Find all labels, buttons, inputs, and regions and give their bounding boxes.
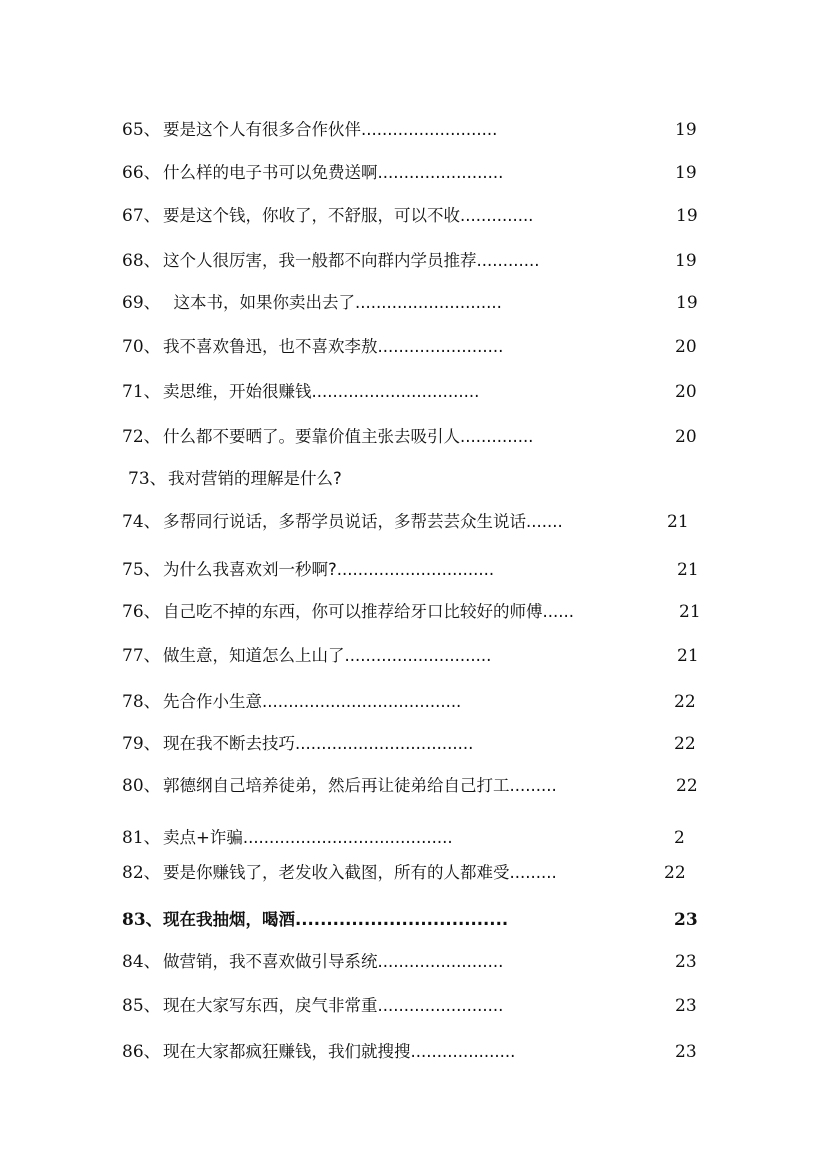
entry-title: 自己吃不掉的东西，你可以推荐给牙口比较好的师傅...... <box>163 602 574 621</box>
toc-entry-69[interactable] <box>0 288 827 318</box>
toc-entry-66[interactable] <box>0 158 827 188</box>
entry-page: 19 <box>675 120 697 140</box>
entry-number: 78、 <box>122 692 161 712</box>
entry-title: 这个人很厉害，我一般都不向群内学员推荐............ <box>163 251 540 270</box>
entry-title: 什么都不要晒了。要靠价值主张去吸引人.............. <box>163 427 534 446</box>
entry-page: 19 <box>676 206 698 226</box>
toc-entry-82[interactable] <box>0 858 827 888</box>
toc-entry-86[interactable] <box>0 1037 827 1067</box>
entry-title: 郭德纲自己培养徒弟，然后再让徒弟给自己打工......... <box>163 776 557 795</box>
entry-title: 要是这个钱，你收了，不舒服，可以不收.............. <box>163 206 534 225</box>
entry-number: 76、 <box>122 602 161 622</box>
entry-title: 现在我不断去技巧.................................. <box>163 734 474 753</box>
toc-entry-80[interactable] <box>0 771 827 801</box>
toc-entry-65[interactable] <box>0 115 827 145</box>
toc-entry-83[interactable] <box>0 905 827 935</box>
entry-title: 要是这个人有很多合作伙伴.......................... <box>163 120 498 139</box>
toc-entry-68[interactable] <box>0 246 827 276</box>
entry-number: 82、 <box>122 863 161 883</box>
entry-page: 19 <box>675 163 697 183</box>
entry-title: 要是你赚钱了，老发收入截图，所有的人都难受......... <box>163 863 557 882</box>
entry-title: 做生意，知道怎么上山了............................ <box>163 646 492 665</box>
entry-number: 69、 <box>122 293 161 313</box>
entry-page: 20 <box>675 427 697 447</box>
entry-title: 现在我抽烟，喝酒.................................. <box>163 910 509 929</box>
entry-title: 现在大家都疯狂赚钱，我们就搜搜.................... <box>163 1042 516 1061</box>
toc-entry-85[interactable] <box>0 991 827 1021</box>
entry-number: 83、 <box>122 910 163 930</box>
entry-page: 23 <box>675 996 697 1016</box>
entry-page: 20 <box>675 382 697 402</box>
entry-number: 85、 <box>122 996 161 1016</box>
entry-title: 多帮同行说话，多帮学员说话，多帮芸芸众生说话....... <box>163 512 563 531</box>
entry-page: 19 <box>675 251 697 271</box>
toc-entry-67[interactable] <box>0 201 827 231</box>
entry-number: 81、 <box>122 828 161 848</box>
entry-page: 2 <box>674 828 685 848</box>
entry-page: 22 <box>674 734 696 754</box>
entry-page: 20 <box>675 337 697 357</box>
entry-number: 65、 <box>122 120 161 140</box>
entry-number: 74、 <box>122 512 161 532</box>
entry-number: 72、 <box>122 427 161 447</box>
toc-entry-76[interactable] <box>0 597 827 627</box>
entry-title: 为什么我喜欢刘一秒啊?.............................. <box>163 560 495 579</box>
toc-entry-84[interactable] <box>0 947 827 977</box>
entry-title: 卖点+诈骗........................................ <box>163 828 453 847</box>
entry-page: 23 <box>675 952 697 972</box>
entry-page: 19 <box>676 293 698 313</box>
entry-number: 67、 <box>122 206 161 226</box>
entry-page: 22 <box>674 692 696 712</box>
entry-title: 我不喜欢鲁迅，也不喜欢李敖........................ <box>163 337 504 356</box>
entry-number: 70、 <box>122 337 161 357</box>
entry-number: 71、 <box>122 382 161 402</box>
toc-entry-75[interactable] <box>0 555 827 585</box>
entry-page: 22 <box>676 776 698 796</box>
entry-title: 我对营销的理解是什么? <box>168 469 342 488</box>
entry-number: 75、 <box>122 560 161 580</box>
entry-title: 卖思维，开始很赚钱................................ <box>163 382 480 401</box>
entry-title: 什么样的电子书可以免费送啊........................ <box>163 163 504 182</box>
entry-page: 22 <box>664 863 686 883</box>
toc-entry-81[interactable] <box>0 823 827 853</box>
entry-number: 84、 <box>122 952 161 972</box>
toc-entry-72[interactable] <box>0 422 827 452</box>
toc-entry-73[interactable] <box>0 464 827 494</box>
entry-number: 73、 <box>128 469 167 489</box>
entry-number: 86、 <box>122 1042 161 1062</box>
entry-number: 79、 <box>122 734 161 754</box>
entry-page: 23 <box>675 1042 697 1062</box>
entry-number: 68、 <box>122 251 161 271</box>
entry-title: 先合作小生意...................................... <box>163 692 462 711</box>
entry-title: 这本书，如果你卖出去了............................ <box>163 293 502 312</box>
toc-entry-77[interactable] <box>0 641 827 671</box>
toc-entry-78[interactable] <box>0 687 827 717</box>
entry-page: 21 <box>677 646 699 666</box>
toc-entry-70[interactable] <box>0 332 827 362</box>
toc-entry-79[interactable] <box>0 729 827 759</box>
entry-number: 77、 <box>122 646 161 666</box>
toc-entry-71[interactable] <box>0 377 827 407</box>
toc-entry-74[interactable] <box>0 507 827 537</box>
entry-number: 66、 <box>122 163 161 183</box>
entry-title: 现在大家写东西，戾气非常重........................ <box>163 996 504 1015</box>
entry-title: 做营销，我不喜欢做引导系统........................ <box>163 952 504 971</box>
entry-page: 21 <box>679 602 701 622</box>
entry-page: 21 <box>677 560 699 580</box>
entry-page: 21 <box>667 512 689 532</box>
entry-page: 23 <box>674 910 698 930</box>
entry-number: 80、 <box>122 776 161 796</box>
